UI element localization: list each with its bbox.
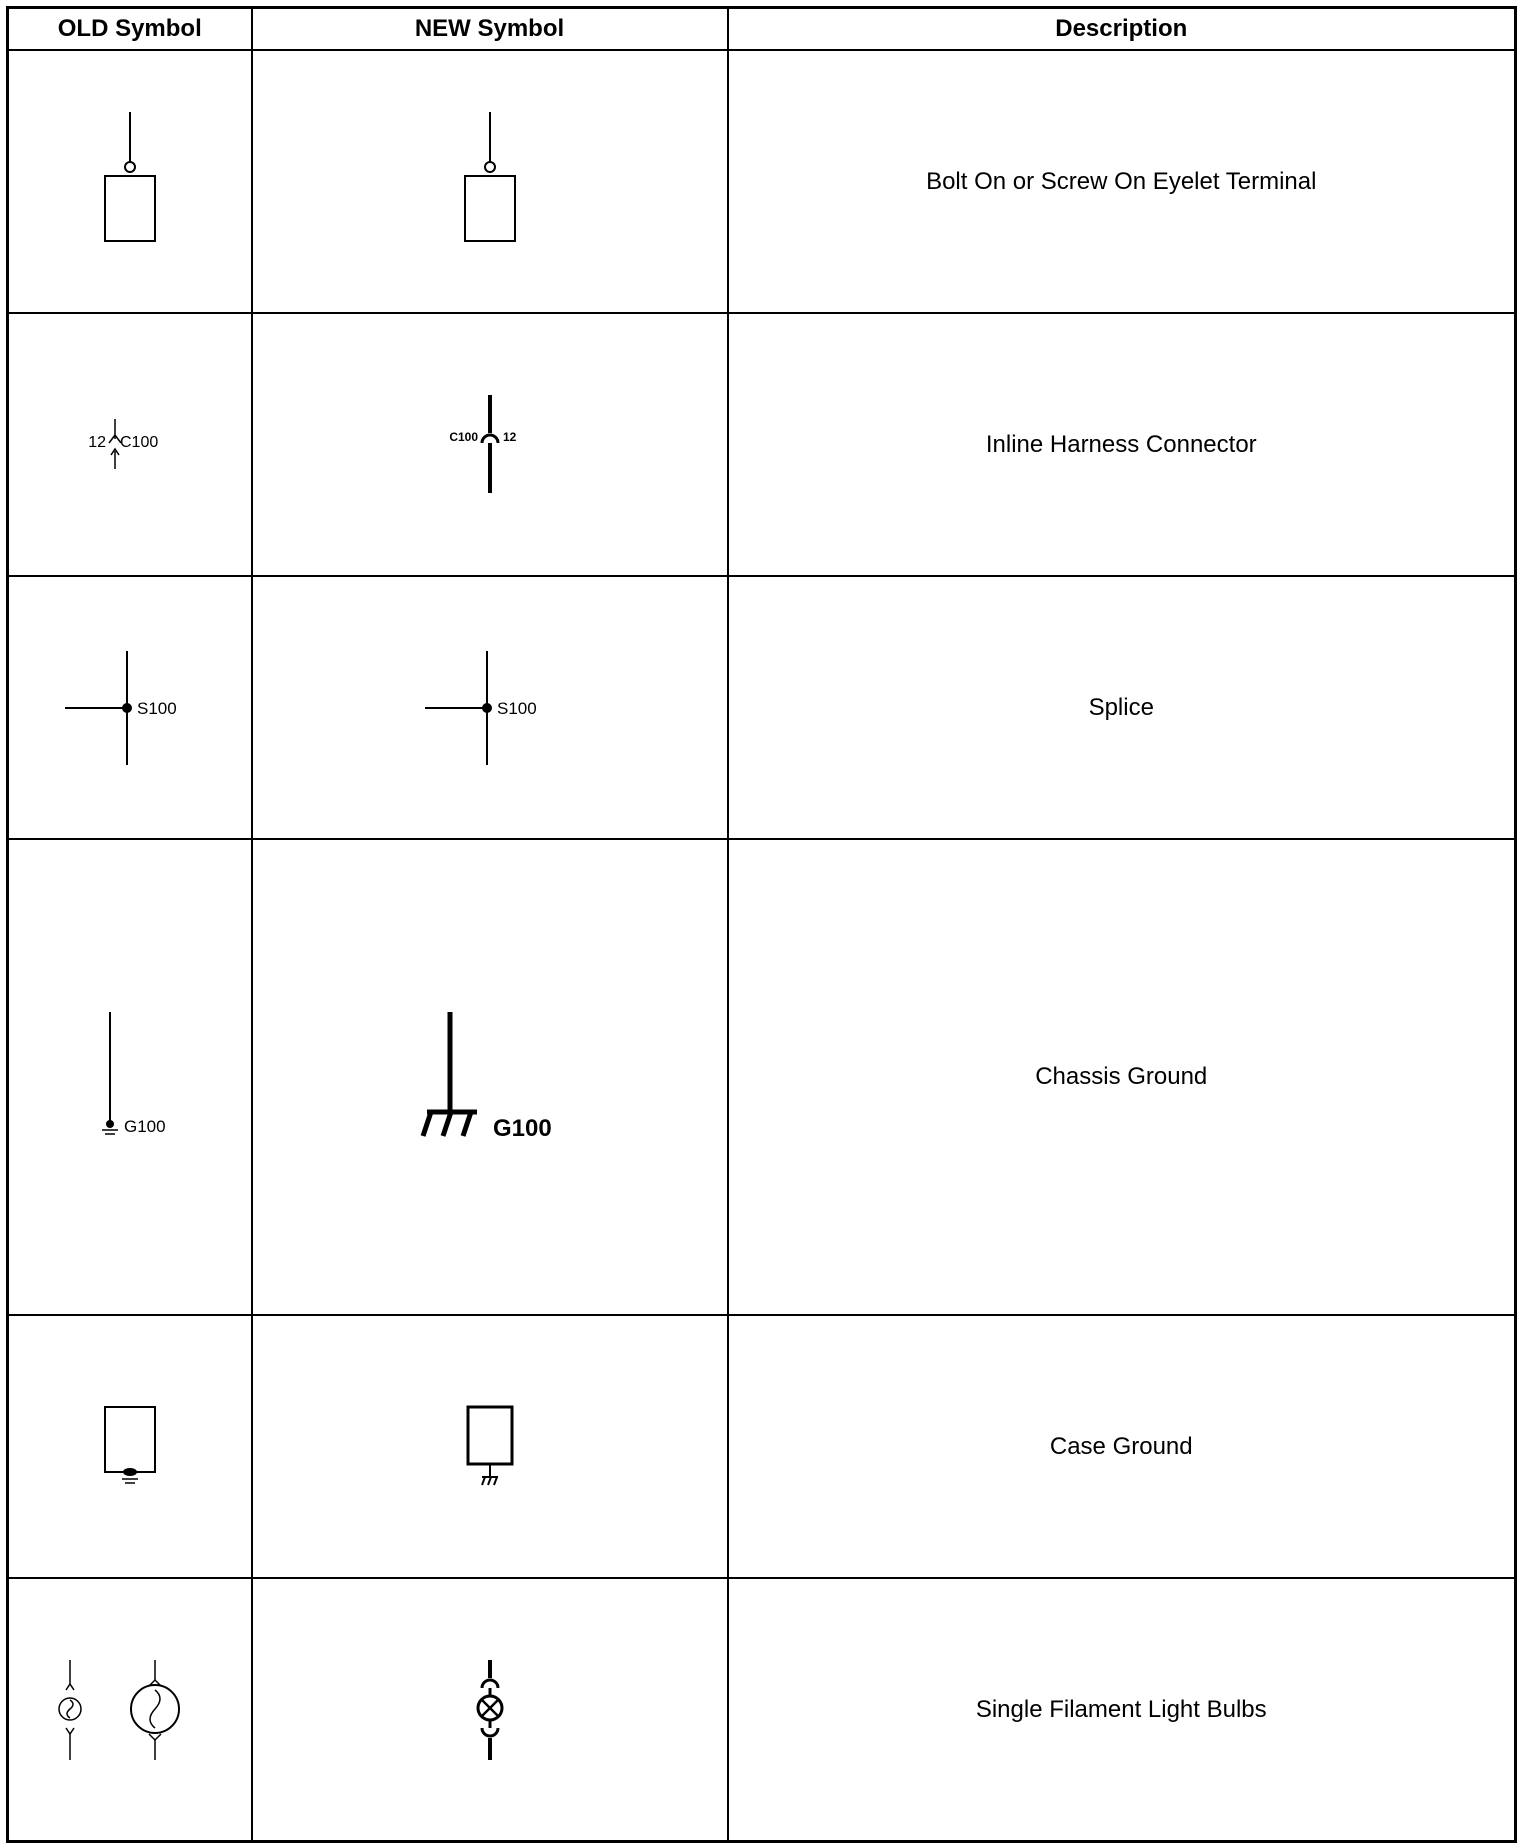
new-symbol-cell	[252, 313, 728, 576]
new-pin-label: 12	[502, 429, 516, 444]
old-symbol-header: OLD Symbol	[8, 8, 252, 51]
old-connector-label: C100	[119, 433, 158, 451]
description-cell: Splice	[728, 576, 1516, 839]
table-row	[8, 313, 1516, 576]
new-connector-label: C100	[448, 429, 478, 444]
new-symbol-cell	[252, 1315, 728, 1578]
table-row	[8, 839, 1516, 1315]
description-cell: Bolt On or Screw On Eyelet Terminal	[728, 50, 1516, 313]
splice-icon	[425, 651, 555, 765]
case-ground-icon	[100, 1405, 160, 1489]
description-cell: Inline Harness Connector	[728, 313, 1516, 576]
description-cell: Case Ground	[728, 1315, 1516, 1578]
old-symbol-cell	[8, 1315, 252, 1578]
old-splice-label: S100	[136, 698, 177, 718]
symbol-comparison-sheet	[6, 6, 1514, 1834]
description-cell: Single Filament Light Bulbs	[728, 1578, 1516, 1842]
new-symbol-cell	[252, 576, 728, 839]
old-symbol-cell	[8, 1578, 252, 1842]
splice-icon	[65, 651, 195, 765]
table-row	[8, 1315, 1516, 1578]
new-symbol-cell	[252, 1578, 728, 1842]
header-row	[8, 8, 1516, 51]
inline-connector-icon	[70, 415, 190, 475]
eyelet-terminal-icon	[460, 112, 520, 252]
new-ground-label: G100	[492, 1115, 552, 1142]
description-header: Description	[728, 8, 1516, 51]
light-bulb-icon	[50, 1660, 210, 1760]
eyelet-terminal-icon	[100, 112, 160, 252]
chassis-ground-icon	[80, 1012, 180, 1142]
old-symbol-cell	[8, 576, 252, 839]
symbol-table	[6, 6, 1517, 1843]
old-pin-label: 12	[87, 433, 106, 451]
case-ground-icon	[460, 1405, 520, 1489]
light-bulb-icon	[460, 1660, 520, 1760]
table-row	[8, 1578, 1516, 1842]
inline-connector-icon	[430, 395, 550, 495]
table-row	[8, 50, 1516, 313]
new-symbol-header: NEW Symbol	[252, 8, 728, 51]
old-symbol-cell	[8, 839, 252, 1315]
new-symbol-cell	[252, 839, 728, 1315]
new-symbol-cell	[252, 50, 728, 313]
new-splice-label: S100	[496, 698, 537, 718]
chassis-ground-icon	[405, 1012, 575, 1142]
old-symbol-cell	[8, 50, 252, 313]
old-symbol-cell	[8, 313, 252, 576]
description-cell: Chassis Ground	[728, 839, 1516, 1315]
old-ground-label: G100	[123, 1117, 166, 1136]
table-row	[8, 576, 1516, 839]
